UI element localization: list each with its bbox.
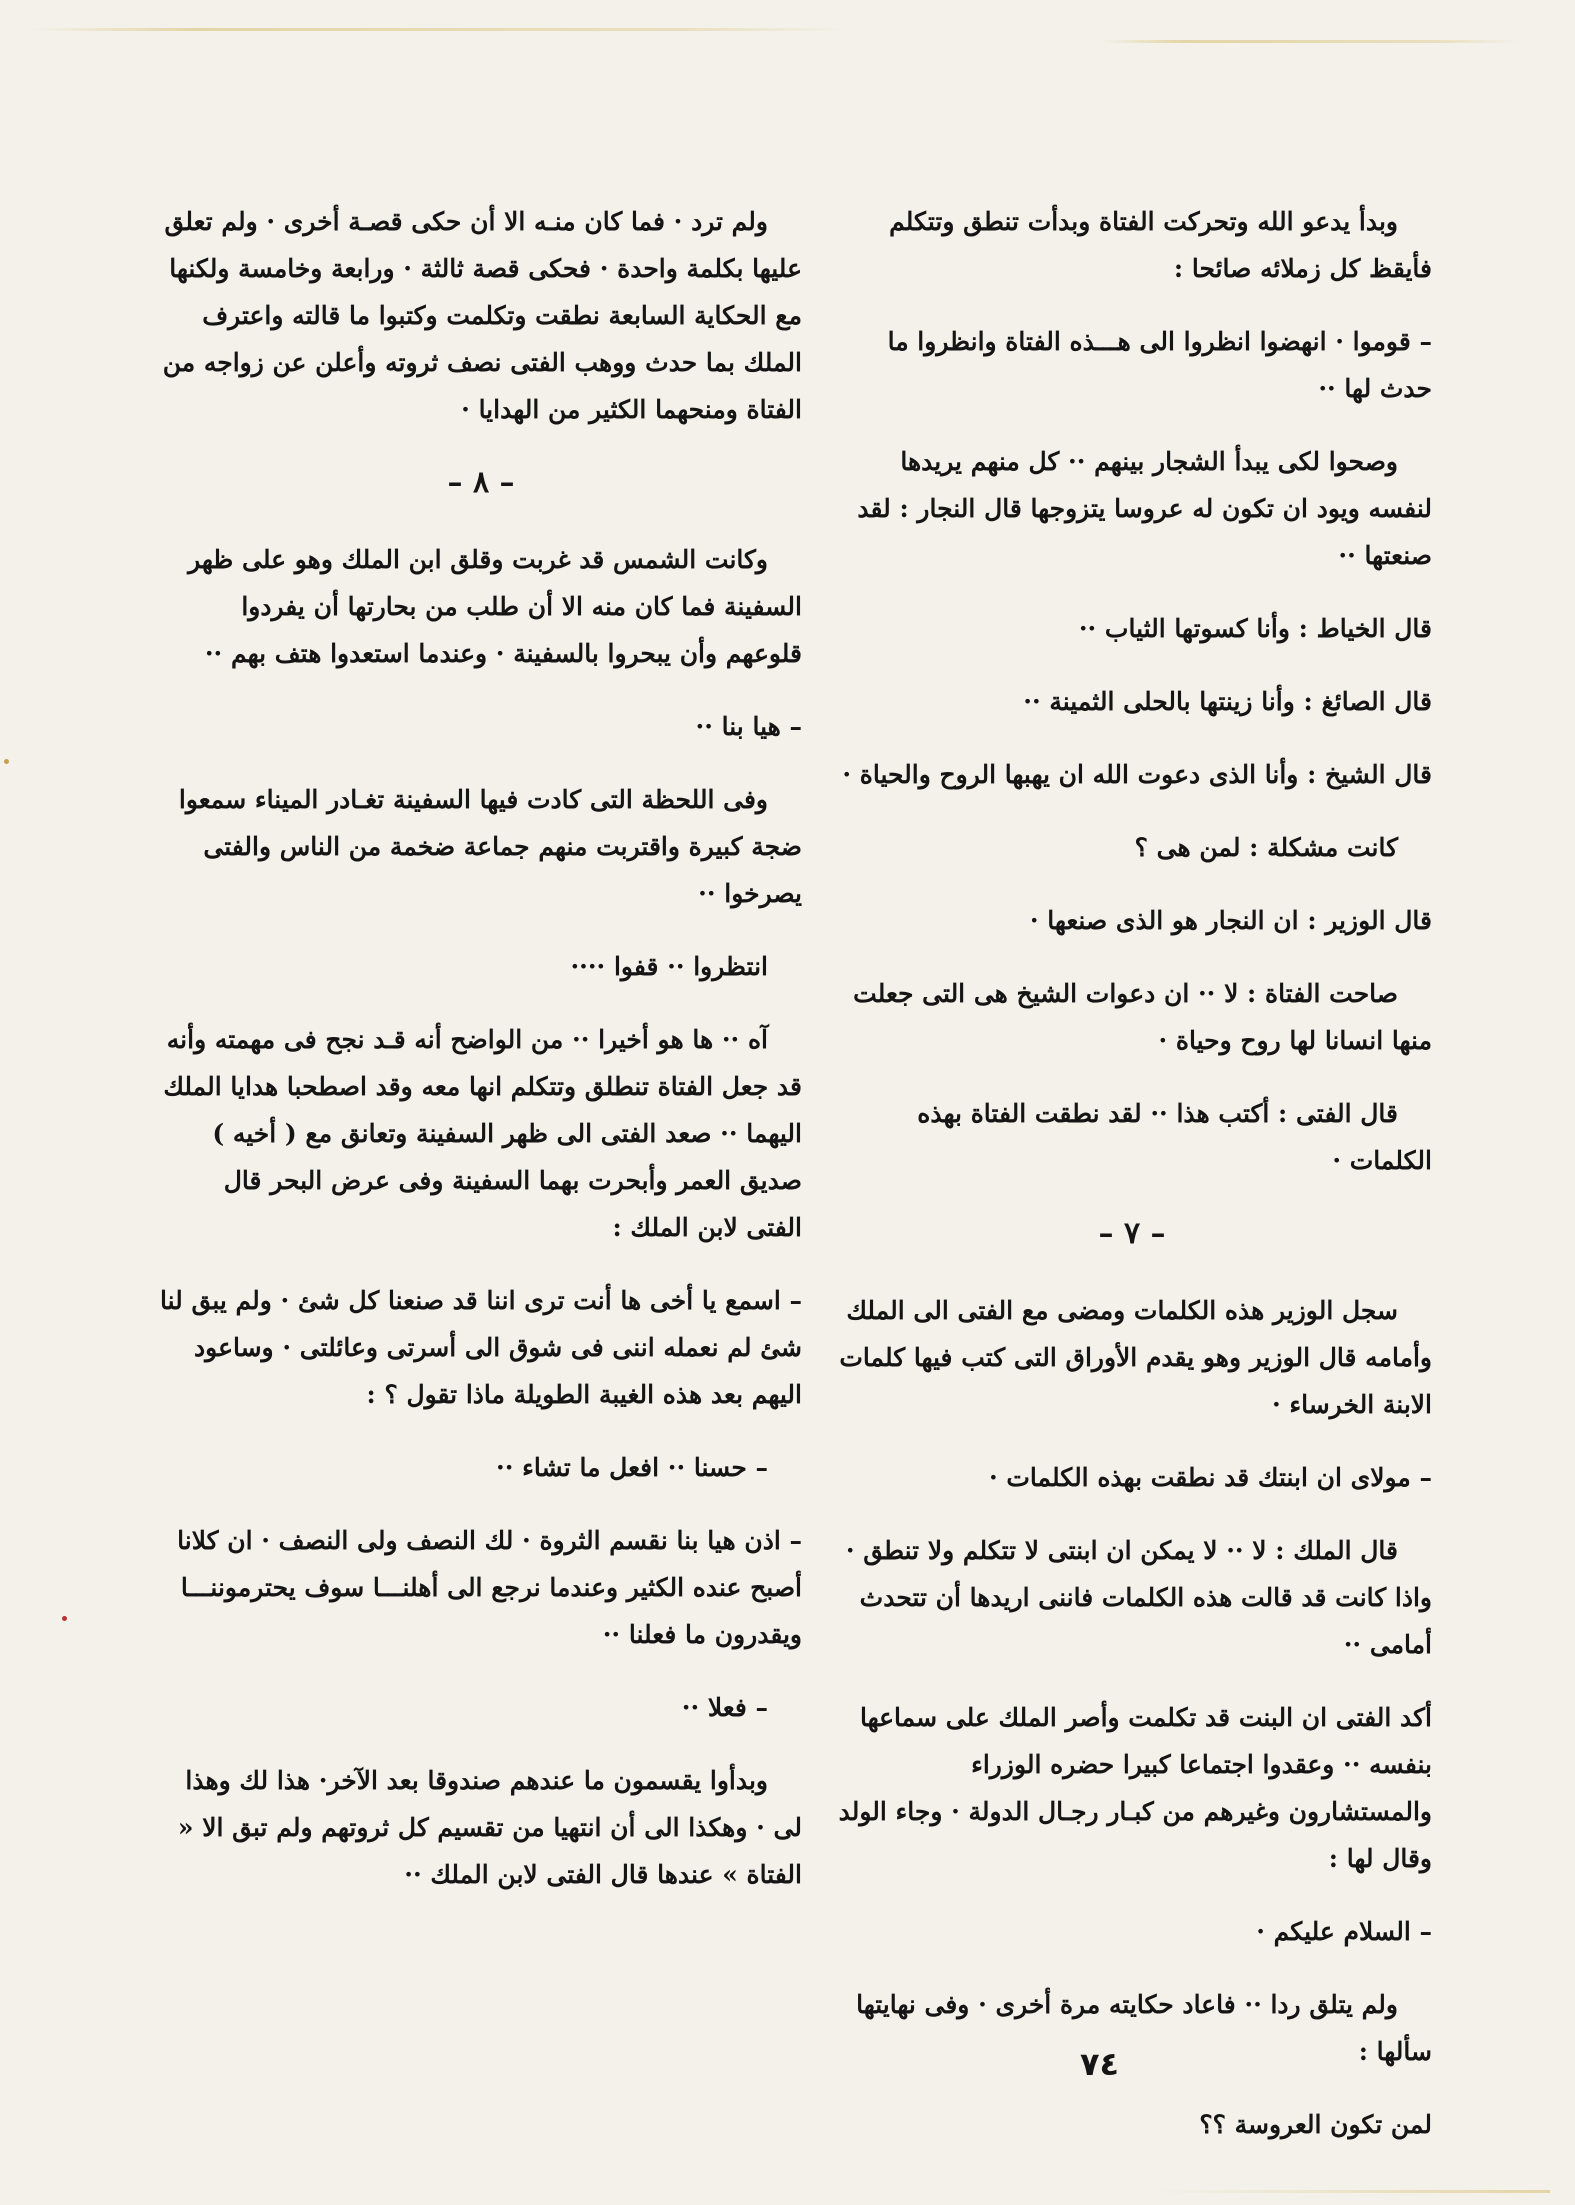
paragraph: أكد الفتى ان البنت قد تكلمت وأصر الملك على سماعها بنفسه ·· وعقدوا اجتماعا كبيرا حضره الوزراء والمستشارون وغيرهم من كبـار رجـال الدولة · وجاء الولد وقال لها : [838,1703,1432,1873]
paragraph: لمن تكون العروسة ؟؟ [1199,2110,1432,2139]
paragraph: وبدأوا يقسمون ما عندهم صندوقا بعد الآخر· هذا لك وهذا لى · وهكذا الى أن انتهيا من تقسيم كل ثروتهم ولم تبق الا « الفتاة » عندها قال الفتى لابن الملك ·· [177,1766,802,1889]
paragraph: كانت مشكلة : لمن هى ؟ [1134,833,1398,862]
paragraph: – مولاى ان ابنتك قد نطقت بهذه الكلمات · [988,1463,1432,1492]
paragraph: قال الفتى : أكتب هذا ·· لقد نطقت الفتاة بهذه الكلمات · [917,1099,1432,1175]
paragraph: وبدأ يدعو الله وتحركت الفتاة وبدأت تنطق وتتكلم فأيقظ كل زملائه صائحا : [889,207,1432,283]
paragraph: قال الوزير : ان النجار هو الذى صنعها · [1029,906,1432,935]
paragraph: سجل الوزير هذه الكلمات ومضى مع الفتى الى الملك وأمامه قال الوزير وهو يقدم الأوراق التى كتب فيها كلمات الابنة الخرساء · [839,1296,1432,1419]
paragraph: وفى اللحظة التى كادت فيها السفينة تغـادر الميناء سمعوا ضجة كبيرة واقتربت منهم جماعة ضخمة من الناس والفتى يصرخوا ·· [178,785,802,908]
top-decorative-rule-right [1100,40,1520,43]
ink-speck [4,759,9,764]
page-number: ٧٤ [1080,2045,1120,2083]
right-column [832,198,1432,2174]
paragraph: – اذن هيا بنا نقسم الثروة · لك النصف ولى النصف · ان كلانا أصبح عنده الكثير وعندما نرجع الى أهلنـــا سوف يحترموننـــا ويقدرون ما فعلنا ·· [177,1526,802,1649]
paragraph: ولم يتلق ردا ·· فاعاد حكايته مرة أخرى · وفى نهايتها سألها : [856,1990,1432,2066]
ink-speck-red [62,1616,67,1621]
paragraph: قال الصائغ : وأنا زينتها بالحلى الثمينة ·· [1023,687,1432,716]
section-number: – ٨ – [447,465,515,500]
bottom-decorative-rule [1150,2190,1550,2193]
paragraph: – فعلا ·· [681,1693,768,1722]
paragraph: – حسنا ·· افعل ما تشاء ·· [496,1453,768,1482]
paragraph: آه ·· ها هو أخيرا ·· من الواضح أنه قـد نجح فى مهمته وأنه قد جعل الفتاة تنطلق وتتكلم انها معه وقد اصطحبا هدايا الملك اليهما ·· صعد الفتى الى ظهر السفينة وتعانق مع ( أخيه ) صديق العمر وأبحرت بهما السفينة وفى عرض البحر قال الفتى لابن الملك : [163,1025,802,1242]
paragraph: – هيا بنا ·· [695,712,802,741]
left-column [160,198,802,1924]
paragraph: – السلام عليكم · [1256,1917,1432,1946]
paragraph: انتظروا ·· قفوا ···· [570,952,768,981]
paragraph: وكانت الشمس قد غربت وقلق ابن الملك وهو على ظهر السفينة فما كان منه الا أن طلب من بحارتها أن يفردوا قلوعهم وأن يبحروا بالسفينة · وعندما استعدوا هتف بهم ·· [188,545,802,668]
top-decorative-rule [30,28,850,31]
paragraph: صاحت الفتاة : لا ·· ان دعوات الشيخ هى التى جعلت منها انسانا لها روح وحياة · [853,979,1432,1055]
paragraph: – اسمع يا أخى ها أنت ترى اننا قد صنعنا كل شئ · ولم يبق لنا شئ لم نعمله اننى فى شوق الى أسرتى وعائلتى · وساعود اليهم بعد هذه الغيبة الطويلة ماذا تقول ؟ : [159,1286,802,1409]
paragraph: قال الشيخ : وأنا الذى دعوت الله ان يهبها الروح والحياة · [842,760,1432,789]
section-number: – ٧ – [1098,1216,1166,1251]
paragraph: وصحوا لكى يبدأ الشجار بينهم ·· كل منهم يريدها لنفسه ويود ان تكون له عروسا يتزوجها قال النجار : لقد صنعتها ·· [857,447,1432,570]
paragraph: قال الملك : لا ·· لا يمكن ان ابنتى لا تتكلم ولا تنطق · واذا كانت قد قالت هذه الكلمات فاننى اريدها أن تتحدث أمامى ·· [845,1536,1432,1659]
paragraph: – قوموا · انهضوا انظروا الى هـــذه الفتاة وانظروا ما حدث لها ·· [887,327,1432,403]
paragraph: ولم ترد · فما كان منـه الا أن حكى قصـة أخرى · ولم تعلق عليها بكلمة واحدة · فحكى قصة ثالثة · ورابعة وخامسة ولكنها مع الحكاية السابعة نطقت وتكلمت وكتبوا ما قالته واعترف الملك بما حدث ووهب الفتى نصف ثروته وأعلن عن زواجه من الفتاة ومنحهما الكثير من الهدايا · [162,207,802,424]
paragraph: قال الخياط : وأنا كسوتها الثياب ·· [1078,614,1432,643]
